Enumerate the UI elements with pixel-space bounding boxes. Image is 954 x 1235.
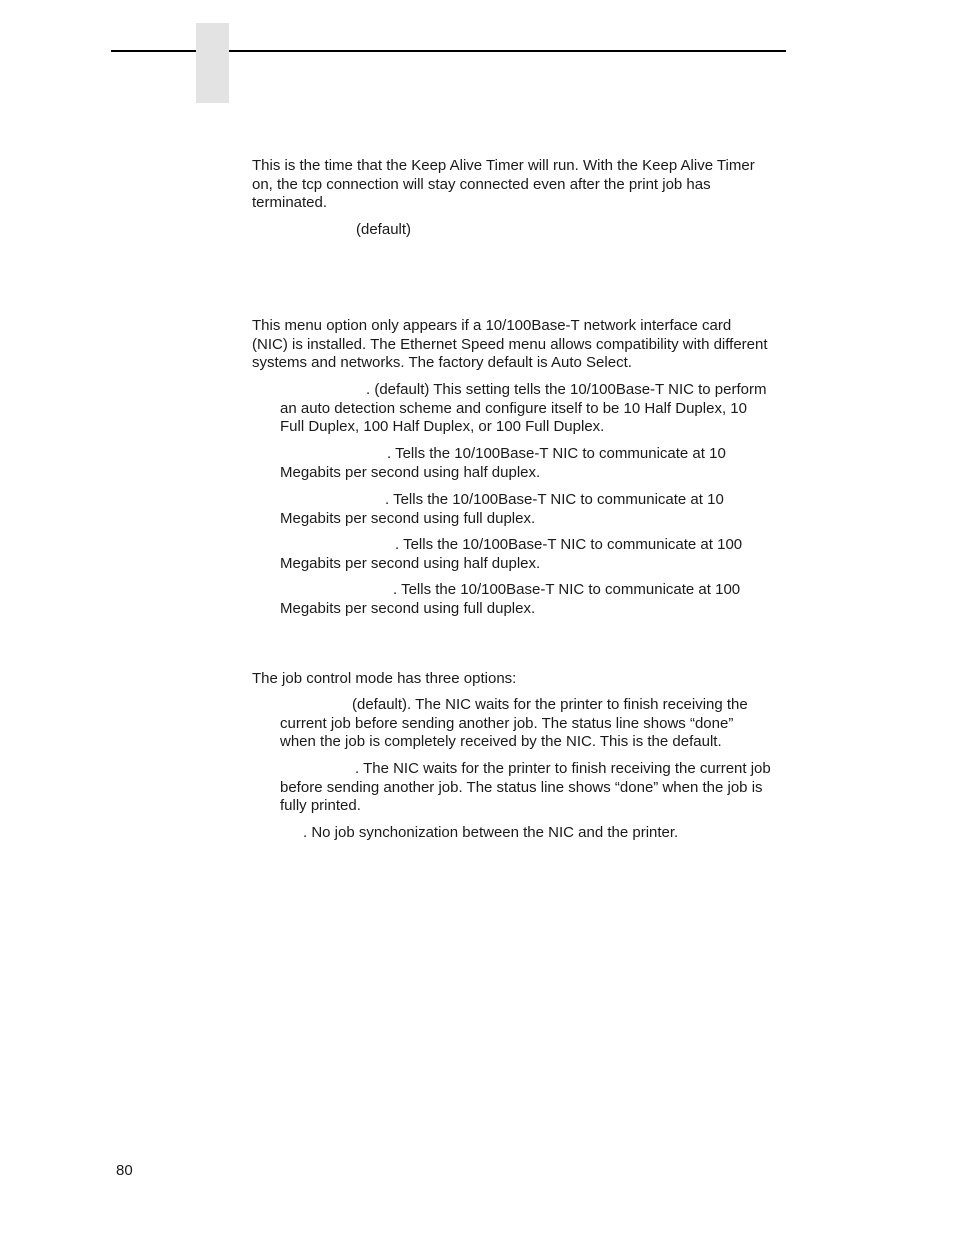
option-text-line: . The NIC waits for the printer to finish receiving the current job (355, 760, 771, 777)
option-text-line: Full Duplex, 100 Half Duplex, or 100 Full Duplex. (280, 418, 605, 436)
option-text-line: (default). The NIC waits for the printer to finish receiving the (352, 696, 748, 713)
ethernet-option-10-full (280, 491, 785, 528)
job-control-intro (252, 670, 787, 689)
ethernet-option-100-half (280, 536, 785, 573)
page-number: 80 (116, 1162, 133, 1179)
option-text-line: . Tells the 10/100Base-T NIC to communicate at 100 (395, 536, 743, 553)
option-text-line: Megabits per second using full duplex. (280, 509, 536, 527)
option-text-line: . Tells the 10/100Base-T NIC to communicate at 100 (393, 581, 741, 598)
ethernet-option-10-half (280, 445, 785, 482)
option-text-line: . (default) This setting tells the 10/100Base-T NIC to perform (366, 381, 767, 398)
chapter-tab (196, 23, 229, 103)
text-line: systems and networks. The factory default is Auto Select. (252, 354, 632, 372)
ethernet-speed-description (252, 317, 787, 373)
option-text-line: Megabits per second using half duplex. (280, 463, 541, 481)
job-control-option-3 (280, 824, 785, 843)
option-text-line: . Tells the 10/100Base-T NIC to communicate at 10 (385, 491, 724, 508)
job-control-option-2 (280, 760, 785, 816)
text-line: This menu option only appears if a 10/100Base-T network interface card (252, 317, 732, 334)
text-line: terminated. (252, 194, 328, 212)
option-text-line: fully printed. (280, 797, 361, 815)
option-text-line: before sending another job. The status line shows “done” when the job is (280, 778, 763, 796)
job-control-option-1 (280, 696, 785, 752)
text-line: The job control mode has three options: (252, 670, 517, 687)
option-text-line: Megabits per second using half duplex. (280, 554, 541, 572)
keep-alive-default (252, 221, 787, 240)
text-line: on, the tcp connection will stay connected even after the print job has (252, 175, 711, 193)
keep-alive-description (252, 157, 787, 213)
ethernet-option-auto (280, 381, 785, 437)
option-text-line: Megabits per second using full duplex. (280, 599, 536, 617)
default-label: (default) (356, 221, 412, 238)
option-text-line: . Tells the 10/100Base-T NIC to communicate at 10 (387, 445, 726, 462)
ethernet-option-100-full (280, 581, 785, 618)
option-text-line: current job before sending another job. The status line shows “done” (280, 714, 734, 732)
option-text-line: an auto detection scheme and configure itself to be 10 Half Duplex, 10 (280, 399, 747, 417)
text-line: This is the time that the Keep Alive Timer will run. With the Keep Alive Timer (252, 157, 755, 174)
option-text-line: when the job is completely received by the NIC. This is the default. (280, 733, 722, 751)
option-text-line: . No job synchonization between the NIC and the printer. (303, 824, 679, 841)
text-line: (NIC) is installed. The Ethernet Speed menu allows compatibility with different (252, 335, 768, 353)
